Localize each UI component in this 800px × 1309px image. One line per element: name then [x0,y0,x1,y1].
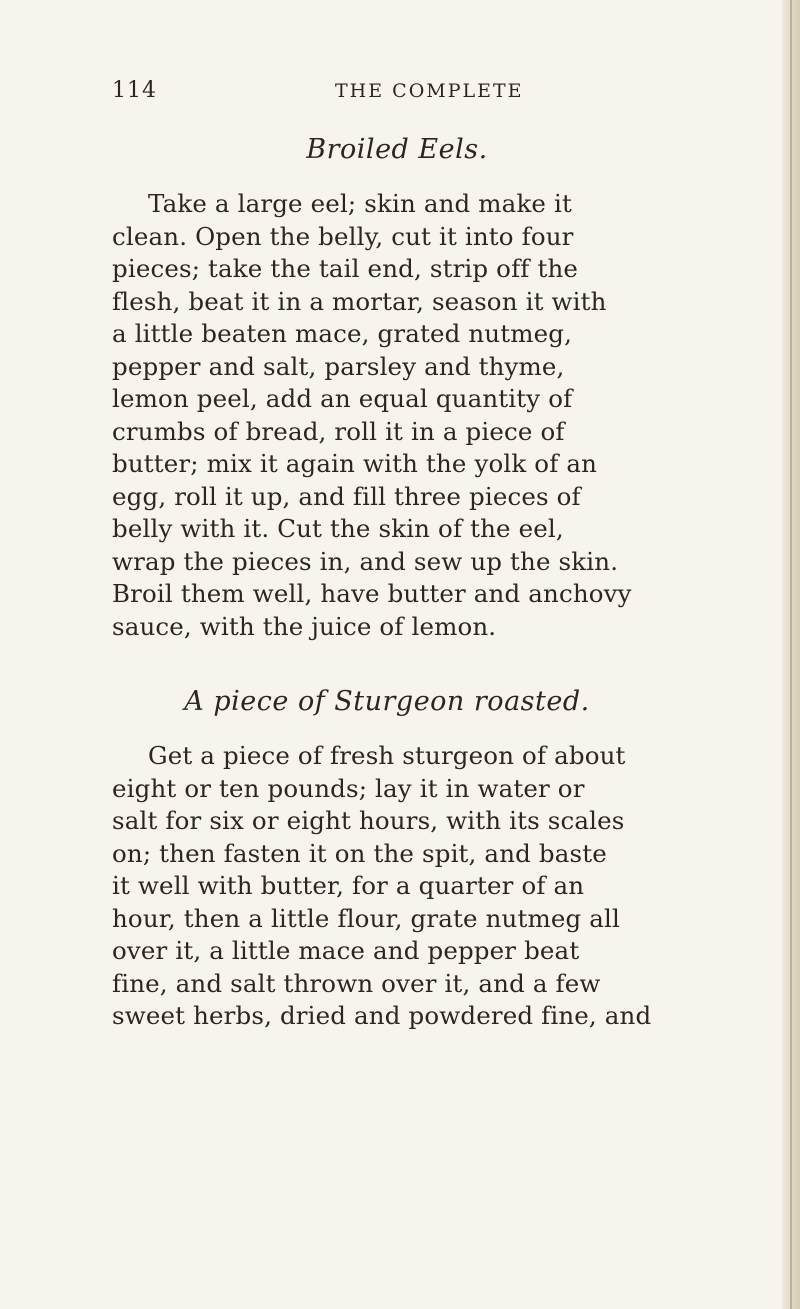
text-line: a little beaten mace, grated nutmeg, [112,319,573,348]
text-line: it well with butter, for a quarter of an [112,871,585,900]
text-line: wrap the pieces in, and sew up the skin. [112,546,619,576]
text-line: over it, a little mace and pepper beat [112,936,580,965]
text-line: clean. Open the belly, cut it into four [112,221,574,251]
text-line: butter; mix it again with the yolk of an [112,449,598,478]
text-line: Take a large eel; skin and make it [148,189,573,218]
text-line: pepper and salt, parsley and thyme, [112,351,565,381]
text-line: Get a piece of fresh sturgeon of about [148,741,626,770]
recipe-title-broiled-eels: Broiled Eels. [306,134,488,165]
recipe-body-sturgeon-roasted [112,740,784,1033]
text-line: pieces; take the tail end, strip off the [112,254,579,283]
recipe-body-broiled-eels [112,188,784,643]
running-head [112,78,632,112]
text-line: salt for six or eight hours, with its scales [112,806,625,835]
text-line: fine, and salt thrown over it, and a few [112,968,601,998]
page-number: 114 [112,78,157,103]
text-line: lemon peel, add an equal quantity of [112,384,573,413]
text-line: egg, roll it up, and fill three pieces of [112,481,581,511]
text-line: eight or ten pounds; lay it in water or [112,773,585,803]
recipe-title-sturgeon-roasted: A piece of Sturgeon roasted. [184,686,590,717]
page-edge-shadow [790,0,792,1309]
text-line: sweet herbs, dried and powdered fine, and [112,1001,652,1030]
text-line: crumbs of bread, roll it in a piece of [112,416,565,446]
text-line: Broil them well, have butter and anchovy [112,579,632,608]
text-line: belly with it. Cut the skin of the eel, [112,514,564,543]
text-line: flesh, beat it in a mortar, season it with [112,286,607,316]
text-line: on; then fasten it on the spit, and baste [112,838,607,868]
text-line: hour, then a little flour, grate nutmeg all [112,903,620,933]
running-title: THE COMPLETE [335,80,524,102]
text-line: sauce, with the juice of lemon. [112,611,497,641]
